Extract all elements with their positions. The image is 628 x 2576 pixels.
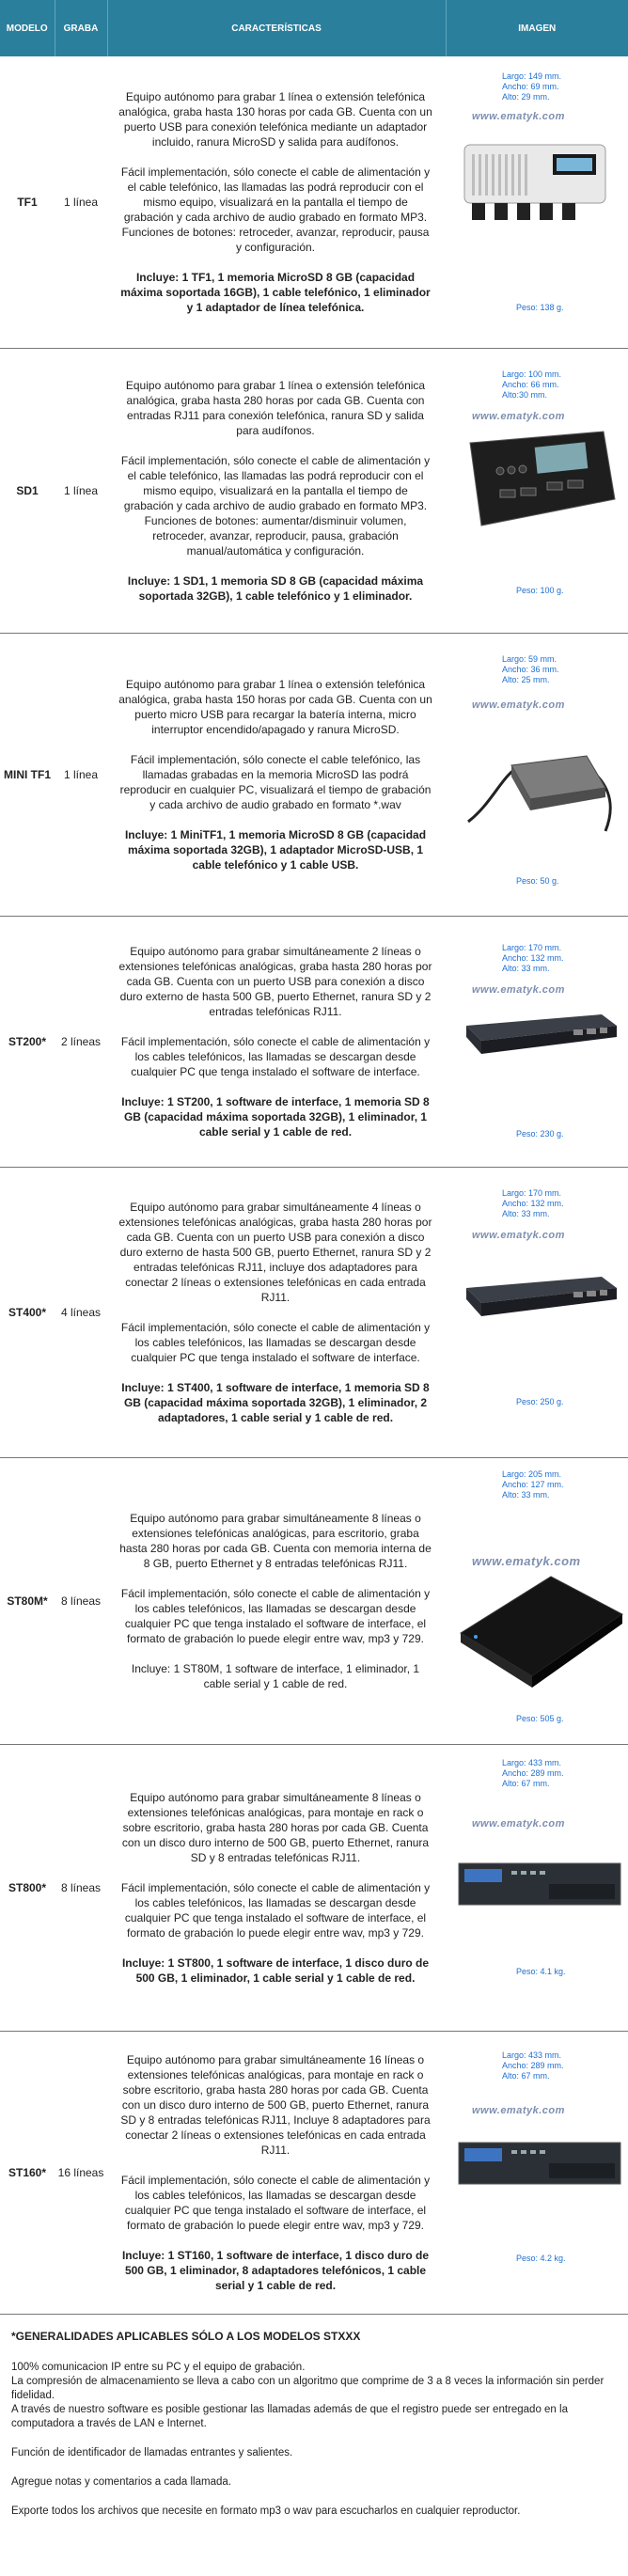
weight: Peso: 250 g. xyxy=(516,1397,564,1406)
general-notes xyxy=(0,2315,628,2543)
table-row xyxy=(0,349,628,634)
lines-count: 16 líneas xyxy=(55,2032,107,2315)
product-image-cell xyxy=(446,2032,628,2315)
product-image-cell xyxy=(446,349,628,634)
dimensions xyxy=(502,1469,564,1500)
description-intro: Equipo autónomo para grabar 1 línea o extensión telefónica analógica, graba hasta 280 horas por cada GB. Cuenta con entradas RJ11 para conexión telefónica, ranura SD y salida para audífonos. xyxy=(125,379,426,437)
dim-ancho: Ancho: 36 mm. xyxy=(502,665,559,674)
product-image-cell xyxy=(446,1168,628,1458)
lines-count: 1 línea xyxy=(55,634,107,917)
dim-alto: Alto: 33 mm. xyxy=(502,1209,550,1218)
lines-count: 8 líneas xyxy=(55,1458,107,1745)
dim-largo: Largo: 59 mm. xyxy=(502,654,557,664)
description-usage: Fácil implementación, sólo conecte el cable de alimentación y los cables telefónicos, las llamadas se descargan desde cualquier PC que tenga instalado el software de interface. xyxy=(120,1321,431,1364)
includes-text: Incluye: 1 ST400, 1 software de interface, 1 memoria SD 8 GB (capacidad máxima soportada 32GB), 1 eliminador, 2 adaptadores, 1 cable serial y 1 cable de red. xyxy=(121,1381,430,1424)
includes-text: Incluye: 1 ST200, 1 software de interface, 1 memoria SD 8 GB (capacidad máxima soportada 32GB), 1 eliminador, 1 cable serial y 1 cable de red. xyxy=(121,1095,430,1139)
dim-alto: Alto: 67 mm. xyxy=(502,1779,550,1788)
model-name: TF1 xyxy=(0,56,55,349)
description-usage: Fácil implementación, sólo conecte el cable de alimentación y el cable telefónico, las llamadas las podrá reproducir con el mismo equipo, visualizará en la pantalla el tiempo de grabación y cada archivo de audio grabado en formato MP3. Funciones de botones: aumentar/disminuir volumen, retroceder, avanzar, reproducir, pausa, grabación manual/automática y configuración. xyxy=(120,454,431,558)
watermark-text: www.ematyk.com xyxy=(472,699,565,711)
model-name: ST200* xyxy=(0,917,55,1168)
weight: Peso: 4.1 kg. xyxy=(516,1967,566,1976)
lines-count: 4 líneas xyxy=(55,1168,107,1458)
dim-largo: Largo: 433 mm. xyxy=(502,2050,562,2060)
general-line-6: Exporte todos los archivos que necesite en formato mp3 o wav para escucharlos en cualquier reproductor. xyxy=(11,2505,521,2517)
product-image-cell xyxy=(446,1458,628,1745)
st200-recorder-image xyxy=(461,1005,620,1061)
description-usage: Fácil implementación, sólo conecte el cable de alimentación y los cables telefónicos, las llamadas se descargan desde cualquier PC que tenga instalado el software de interface, el formato de grabación lo puede elegir entre wav, mp3 y 729. xyxy=(120,1587,431,1645)
description-intro: Equipo autónomo para grabar 1 línea o extensión telefónica analógica, graba hasta 130 horas por cada GB. Cuenta con un puerto USB para conexión telefónica mediante un adaptador incluido, ranura MicroSD y salida para audífonos. xyxy=(118,90,432,149)
product-image-cell xyxy=(446,56,628,349)
description-usage: Fácil implementación, sólo conecte el cable telefónico, las llamadas grabadas en la memoria MicroSD las podrá reproducir en cualquier PC, visualizará el tiempo de grabación y cada archivo de audio grabado en formato *.wav xyxy=(119,753,432,811)
dim-largo: Largo: 433 mm. xyxy=(502,1758,562,1767)
watermark-text: www.ematyk.com xyxy=(472,1818,565,1830)
watermark-text: www.ematyk.com xyxy=(472,1230,565,1241)
dim-alto: Alto: 67 mm. xyxy=(502,2071,550,2081)
lines-count: 1 línea xyxy=(55,56,107,349)
table-row xyxy=(0,917,628,1168)
weight: Peso: 4.2 kg. xyxy=(516,2254,566,2263)
description xyxy=(107,1745,446,2032)
weight: Peso: 100 g. xyxy=(516,586,564,595)
dim-ancho: Ancho: 69 mm. xyxy=(502,82,559,91)
st400-recorder-image xyxy=(461,1267,620,1324)
table-header-row xyxy=(0,0,628,56)
watermark-text: www.ematyk.com xyxy=(472,1554,581,1568)
description-usage: Fácil implementación, sólo conecte el cable de alimentación y el cable telefónico, las llamadas las podrá reproducir con el mismo equipo, visualizará en la pantalla el tiempo de grabación y cada archivo de audio grabado en formato MP3. Funciones de botones: retroceder, avanzar, reproducir, pausa y configuración. xyxy=(120,165,431,254)
mini-tf1-image xyxy=(464,737,624,840)
includes-text: Incluye: 1 ST160, 1 software de interface, 1 disco duro de 500 GB, 1 eliminador, 8 adaptadores telefónicos, 1 cable serial y 1 cable de red. xyxy=(121,2249,430,2292)
general-line-1: 100% comunicacion IP entre su PC y el equipo de grabación. xyxy=(11,2362,306,2373)
dimensions xyxy=(502,1188,564,1219)
table-row xyxy=(0,2032,628,2315)
product-image-cell xyxy=(446,1745,628,2032)
table-row xyxy=(0,1168,628,1458)
weight: Peso: 50 g. xyxy=(516,876,559,886)
st160-rack-image xyxy=(455,2129,624,2205)
dimensions xyxy=(502,943,564,974)
watermark-text: www.ematyk.com xyxy=(472,411,565,422)
description-usage: Fácil implementación, sólo conecte el cable de alimentación y los cables telefónicos, las llamadas se descargan desde cualquier PC que tenga instalado el software de interface, el formato de grabación lo puede elegir entre wav, mp3 y 729. xyxy=(120,1881,431,1940)
dim-largo: Largo: 149 mm. xyxy=(502,71,562,81)
weight: Peso: 505 g. xyxy=(516,1714,564,1723)
description-intro: Equipo autónomo para grabar simultáneamente 8 líneas o extensiones telefónicas analógicas, para montaje en rack o sobre escritorio, graba hasta 280 horas por cada GB. Cuenta con un disco duro interno de 500 GB, puerto Ethernet, ranura SD y 8 entradas telefónicas RJ11. xyxy=(121,1791,430,1864)
description-intro: Equipo autónomo para grabar simultáneamente 2 líneas o extensiones telefónicas analógicas, graba hasta 280 horas por cada GB. Cuenta con un puerto USB para conexión a disco duro externo de hasta 500 GB, puerto Ethernet, ranura SD y 2 entradas telefónicas RJ11. xyxy=(118,945,432,1018)
dim-ancho: Ancho: 132 mm. xyxy=(502,1199,564,1208)
table-row xyxy=(0,1745,628,2032)
model-name: ST800* xyxy=(0,1745,55,2032)
header-graba: GRABA xyxy=(55,0,107,56)
product-image-cell xyxy=(446,917,628,1168)
description-intro: Equipo autónomo para grabar simultáneamente 4 líneas o extensiones telefónicas analógicas, graba hasta 280 horas por cada GB. Cuenta con un puerto USB para conexión a disco duro externo de hasta 500 GB, puerto Ethernet, ranura SD y 2 entradas telefónicas RJ11, incluye dos adaptadores para conectar 2 líneas o extensiones telefónicas en cada entrada RJ11. xyxy=(118,1201,432,1304)
includes-text: Incluye: 1 TF1, 1 memoria MicroSD 8 GB (capacidad máxima soportada 16GB), 1 cable telefónico, 1 eliminador y 1 adaptador de línea telefónica. xyxy=(120,271,431,314)
model-name: MINI TF1 xyxy=(0,634,55,917)
watermark-text: www.ematyk.com xyxy=(472,111,565,122)
description xyxy=(107,349,446,634)
description-usage: Fácil implementación, sólo conecte el cable de alimentación y los cables telefónicos, las llamadas se descargan desde cualquier PC que tenga instalado el software de interface. xyxy=(120,1035,431,1078)
dim-alto: Alto: 33 mm. xyxy=(502,1490,550,1500)
dimensions xyxy=(502,369,561,401)
description xyxy=(107,1168,446,1458)
model-name: ST80M* xyxy=(0,1458,55,1745)
description-usage: Fácil implementación, sólo conecte el cable de alimentación y los cables telefónicos, las llamadas se descargan desde cualquier PC que tenga instalado el software de interface, el formato de grabación lo puede elegir entre wav, mp3 y 729. xyxy=(120,2174,431,2232)
includes-text: Incluye: 1 MiniTF1, 1 memoria MicroSD 8 GB (capacidad máxima soportada 32GB), 1 adaptador MicroSD-USB, 1 cable telefónico y 1 cable USB. xyxy=(124,828,427,872)
description xyxy=(107,634,446,917)
general-line-2: La compresión de almacenamiento se lleva a cabo con un algoritmo que comprime de 3 a 8 veces la información sin perder fidelidad. xyxy=(11,2376,604,2401)
watermark-text: www.ematyk.com xyxy=(472,2105,565,2116)
dim-alto: Alto: 25 mm. xyxy=(502,675,550,684)
table-row xyxy=(0,634,628,917)
dim-alto: Alto: 29 mm. xyxy=(502,92,550,102)
dim-largo: Largo: 100 mm. xyxy=(502,369,562,379)
description-intro: Equipo autónomo para grabar 1 línea o extensión telefónica analógica, graba hasta 150 horas por cada GB. Cuenta con un puerto micro USB para recargar la batería interna, micro interruptor encendido/apagado y ranura MicroSD. xyxy=(118,678,432,736)
description xyxy=(107,2032,446,2315)
general-title: *GENERALIDADES APLICABLES SÓLO A LOS MODELOS STXXX xyxy=(11,2330,361,2343)
st80m-recorder-image xyxy=(457,1567,626,1699)
dimensions xyxy=(502,71,561,102)
dim-largo: Largo: 170 mm. xyxy=(502,1188,562,1198)
dim-ancho: Ancho: 132 mm. xyxy=(502,953,564,963)
dimensions xyxy=(502,2050,564,2081)
description xyxy=(107,1458,446,1745)
includes-text: Incluye: 1 ST800, 1 software de interface, 1 disco duro de 500 GB, 1 eliminador, 1 cable serial y 1 cable de red. xyxy=(121,1956,430,1985)
dim-largo: Largo: 170 mm. xyxy=(502,943,562,952)
dim-ancho: Ancho: 66 mm. xyxy=(502,380,559,389)
header-caracteristicas: CARACTERÍSTICAS xyxy=(107,0,446,56)
dimensions xyxy=(502,1758,564,1789)
dim-alto: Alto:30 mm. xyxy=(502,390,548,400)
header-modelo: MODELO xyxy=(0,0,55,56)
dim-alto: Alto: 33 mm. xyxy=(502,964,550,973)
dim-ancho: Ancho: 289 mm. xyxy=(502,2061,564,2070)
st800-rack-image xyxy=(455,1850,624,1925)
description xyxy=(107,917,446,1168)
description-intro: Equipo autónomo para grabar simultáneamente 16 líneas o extensiones telefónicas analógicas, para montaje en rack o sobre escritorio, graba hasta 280 horas por cada GB. Cuenta con un disco duro interno de 500 GB, puerto Ethernet, ranura SD y 8 entradas telefónicas RJ11, Incluye 8 adaptadores para conectar 2 líneas o extensiones telefónicas en cada entrada RJ11. xyxy=(120,2053,431,2157)
description-intro: Equipo autónomo para grabar simultáneamente 8 líneas o extensiones telefónicas analógicas, para escritorio, graba hasta 280 horas por cada GB. Cuenta con memoria interna de 8 GB, puerto Ethernet y 8 entradas telefónicas RJ11. xyxy=(119,1512,432,1570)
lines-count: 8 líneas xyxy=(55,1745,107,2032)
general-line-4: Función de identificador de llamadas entrantes y salientes. xyxy=(11,2447,293,2458)
watermark-text: www.ematyk.com xyxy=(472,984,565,996)
dim-ancho: Ancho: 289 mm. xyxy=(502,1768,564,1778)
dim-largo: Largo: 205 mm. xyxy=(502,1469,562,1479)
general-line-5: Agregue notas y comentarios a cada llamada. xyxy=(11,2476,231,2488)
description xyxy=(107,56,446,349)
product-image-cell xyxy=(446,634,628,917)
tf1-recorder-image xyxy=(459,126,619,239)
weight: Peso: 230 g. xyxy=(516,1129,564,1139)
model-name: ST400* xyxy=(0,1168,55,1458)
dim-ancho: Ancho: 127 mm. xyxy=(502,1480,564,1489)
table-row xyxy=(0,1458,628,1745)
dimensions xyxy=(502,654,559,685)
lines-count: 2 líneas xyxy=(55,917,107,1168)
includes-text: Incluye: 1 ST80M, 1 software de interface, 1 eliminador, 1 cable serial y 1 cable de red. xyxy=(131,1662,420,1690)
header-imagen: IMAGEN xyxy=(446,0,628,56)
lines-count: 1 línea xyxy=(55,349,107,634)
model-name: ST160* xyxy=(0,2032,55,2315)
general-line-3: A través de nuestro software es posible gestionar las llamadas además de que el registro puede ser entregado en la computadora a través de LAN e Internet. xyxy=(11,2404,568,2429)
weight: Peso: 138 g. xyxy=(516,303,564,312)
includes-text: Incluye: 1 SD1, 1 memoria SD 8 GB (capacidad máxima soportada 32GB), 1 cable telefónico y 1 eliminador. xyxy=(127,574,424,603)
model-name: SD1 xyxy=(0,349,55,634)
sd1-recorder-image xyxy=(463,424,622,537)
table-row xyxy=(0,56,628,349)
